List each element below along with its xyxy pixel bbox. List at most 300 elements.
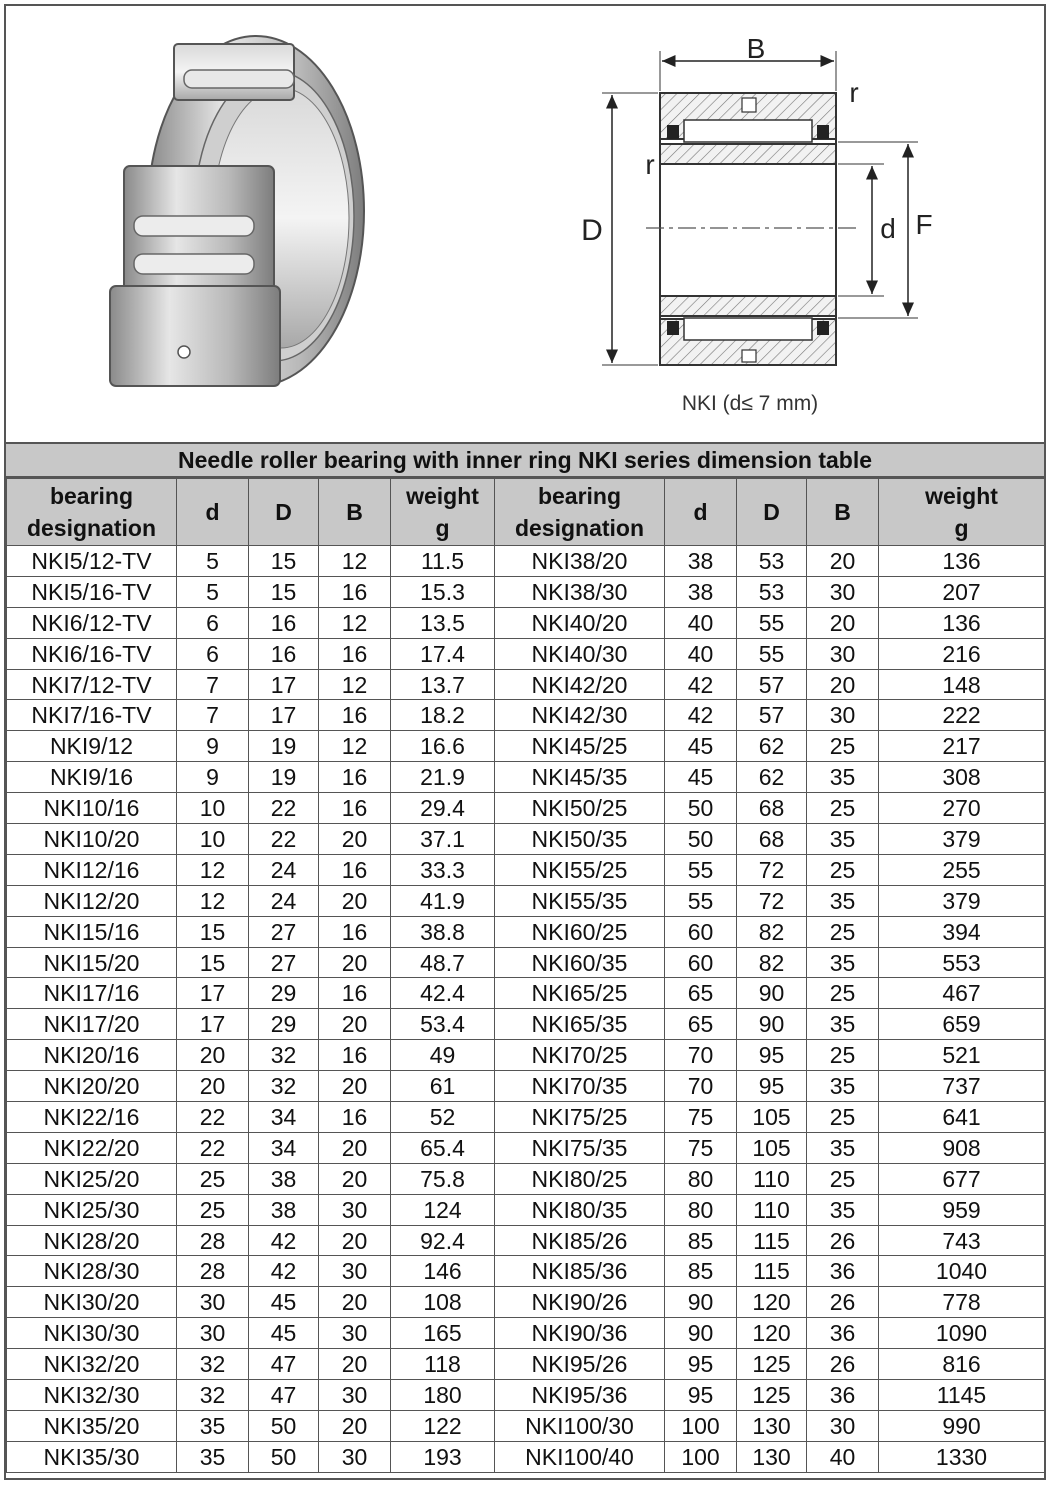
cell-designation-right: NKI55/35 xyxy=(495,885,665,916)
cell-B-right: 35 xyxy=(807,1009,879,1040)
cell-designation-left: NKI32/20 xyxy=(7,1349,177,1380)
cell-d-right: 42 xyxy=(665,669,737,700)
table-row xyxy=(7,916,1045,947)
cell-B-left: 20 xyxy=(319,1225,391,1256)
cell-B-right: 25 xyxy=(807,978,879,1009)
cell-d-left: 30 xyxy=(177,1287,249,1318)
cell-B-left: 12 xyxy=(319,669,391,700)
cell-weight-right: 216 xyxy=(879,638,1045,669)
cell-d-right: 42 xyxy=(665,700,737,731)
cell-B-right: 40 xyxy=(807,1441,879,1472)
cell-designation-right: NKI38/30 xyxy=(495,576,665,607)
cell-B-left: 20 xyxy=(319,1132,391,1163)
table-row xyxy=(7,947,1045,978)
cell-weight-right: 1040 xyxy=(879,1256,1045,1287)
cell-designation-left: NKI35/30 xyxy=(7,1441,177,1472)
cell-designation-left: NKI9/16 xyxy=(7,762,177,793)
cell-D-left: 42 xyxy=(249,1225,319,1256)
cell-D-right: 110 xyxy=(737,1194,807,1225)
cell-designation-right: NKI75/35 xyxy=(495,1132,665,1163)
cell-weight-right: 379 xyxy=(879,885,1045,916)
cell-designation-right: NKI42/30 xyxy=(495,700,665,731)
cell-B-left: 16 xyxy=(319,978,391,1009)
table-row xyxy=(7,762,1045,793)
cell-weight-right: 394 xyxy=(879,916,1045,947)
cell-B-left: 20 xyxy=(319,824,391,855)
table-row xyxy=(7,854,1045,885)
cell-D-right: 130 xyxy=(737,1410,807,1441)
cell-weight-right: 521 xyxy=(879,1040,1045,1071)
cell-B-right: 26 xyxy=(807,1225,879,1256)
cell-B-left: 16 xyxy=(319,854,391,885)
cell-D-left: 34 xyxy=(249,1102,319,1133)
cell-D-left: 38 xyxy=(249,1163,319,1194)
cell-d-right: 65 xyxy=(665,978,737,1009)
cell-B-right: 30 xyxy=(807,576,879,607)
cell-D-left: 24 xyxy=(249,854,319,885)
cell-D-left: 29 xyxy=(249,978,319,1009)
cell-weight-left: 15.3 xyxy=(391,576,495,607)
cell-D-right: 53 xyxy=(737,576,807,607)
cell-D-left: 29 xyxy=(249,1009,319,1040)
cell-weight-left: 108 xyxy=(391,1287,495,1318)
cell-D-left: 50 xyxy=(249,1441,319,1472)
cell-B-right: 26 xyxy=(807,1287,879,1318)
cell-D-right: 53 xyxy=(737,546,807,577)
cell-d-left: 17 xyxy=(177,978,249,1009)
cell-D-right: 120 xyxy=(737,1287,807,1318)
cell-B-left: 20 xyxy=(319,1287,391,1318)
table-row xyxy=(7,1256,1045,1287)
cell-designation-left: NKI9/12 xyxy=(7,731,177,762)
cell-B-left: 30 xyxy=(319,1380,391,1411)
cell-B-left: 16 xyxy=(319,793,391,824)
cell-B-right: 36 xyxy=(807,1256,879,1287)
cell-designation-right: NKI85/26 xyxy=(495,1225,665,1256)
cell-weight-left: 48.7 xyxy=(391,947,495,978)
cell-D-right: 82 xyxy=(737,916,807,947)
cell-designation-left: NKI15/20 xyxy=(7,947,177,978)
cell-D-right: 110 xyxy=(737,1163,807,1194)
cell-D-right: 72 xyxy=(737,854,807,885)
cell-d-right: 75 xyxy=(665,1132,737,1163)
cell-weight-right: 778 xyxy=(879,1287,1045,1318)
cell-weight-right: 379 xyxy=(879,824,1045,855)
cell-d-right: 80 xyxy=(665,1163,737,1194)
diagram-caption: NKI (d≤ 7 mm) xyxy=(681,392,819,415)
cell-designation-right: NKI65/25 xyxy=(495,978,665,1009)
cell-D-right: 55 xyxy=(737,607,807,638)
table-row xyxy=(7,978,1045,1009)
cell-weight-right: 136 xyxy=(879,607,1045,638)
cell-d-left: 6 xyxy=(177,638,249,669)
cell-designation-left: NKI5/12-TV xyxy=(7,546,177,577)
cell-weight-right: 467 xyxy=(879,978,1045,1009)
cell-designation-left: NKI25/30 xyxy=(7,1194,177,1225)
cell-weight-left: 13.7 xyxy=(391,669,495,700)
table-row xyxy=(7,1441,1045,1472)
cell-B-right: 35 xyxy=(807,1194,879,1225)
cell-D-left: 42 xyxy=(249,1256,319,1287)
cell-D-left: 27 xyxy=(249,947,319,978)
cell-B-left: 16 xyxy=(319,576,391,607)
cell-B-right: 20 xyxy=(807,546,879,577)
cell-D-left: 15 xyxy=(249,576,319,607)
cell-weight-right: 207 xyxy=(879,576,1045,607)
cell-designation-left: NKI22/16 xyxy=(7,1102,177,1133)
cell-d-left: 28 xyxy=(177,1225,249,1256)
table-row xyxy=(7,1225,1045,1256)
cell-B-left: 16 xyxy=(319,638,391,669)
cell-B-left: 12 xyxy=(319,731,391,762)
table-row xyxy=(7,1349,1045,1380)
cell-weight-left: 65.4 xyxy=(391,1132,495,1163)
cell-D-left: 32 xyxy=(249,1071,319,1102)
cell-B-right: 25 xyxy=(807,1163,879,1194)
cell-d-right: 40 xyxy=(665,607,737,638)
label-F: F xyxy=(915,209,933,240)
cell-designation-left: NKI17/16 xyxy=(7,978,177,1009)
cell-designation-left: NKI6/16-TV xyxy=(7,638,177,669)
cell-B-left: 20 xyxy=(319,1410,391,1441)
cell-B-left: 12 xyxy=(319,607,391,638)
cell-weight-right: 737 xyxy=(879,1071,1045,1102)
cell-weight-right: 270 xyxy=(879,793,1045,824)
cell-B-right: 26 xyxy=(807,1349,879,1380)
table-row xyxy=(7,793,1045,824)
cell-D-right: 90 xyxy=(737,978,807,1009)
cell-designation-right: NKI55/25 xyxy=(495,854,665,885)
cell-d-left: 22 xyxy=(177,1132,249,1163)
cell-weight-left: 29.4 xyxy=(391,793,495,824)
cell-d-left: 10 xyxy=(177,793,249,824)
cell-d-right: 80 xyxy=(665,1194,737,1225)
cell-d-left: 15 xyxy=(177,947,249,978)
cell-designation-right: NKI65/35 xyxy=(495,1009,665,1040)
table-row xyxy=(7,1410,1045,1441)
cell-d-right: 65 xyxy=(665,1009,737,1040)
cell-d-left: 15 xyxy=(177,916,249,947)
cell-D-left: 22 xyxy=(249,793,319,824)
cell-weight-left: 92.4 xyxy=(391,1225,495,1256)
cell-D-right: 115 xyxy=(737,1256,807,1287)
cell-designation-left: NKI20/20 xyxy=(7,1071,177,1102)
cell-designation-right: NKI100/40 xyxy=(495,1441,665,1472)
cell-B-left: 16 xyxy=(319,916,391,947)
cell-d-left: 12 xyxy=(177,854,249,885)
cell-designation-left: NKI15/16 xyxy=(7,916,177,947)
cell-d-right: 95 xyxy=(665,1349,737,1380)
cell-weight-right: 908 xyxy=(879,1132,1045,1163)
cell-designation-left: NKI17/20 xyxy=(7,1009,177,1040)
cell-d-right: 90 xyxy=(665,1287,737,1318)
cell-designation-right: NKI80/35 xyxy=(495,1194,665,1225)
cell-d-right: 40 xyxy=(665,638,737,669)
header-designation-right: bearing designation xyxy=(495,479,665,546)
cell-designation-right: NKI50/35 xyxy=(495,824,665,855)
cell-D-left: 19 xyxy=(249,731,319,762)
cell-B-right: 35 xyxy=(807,947,879,978)
label-r-inner: r xyxy=(645,149,655,180)
table-body xyxy=(7,546,1045,1473)
table-row xyxy=(7,607,1045,638)
cell-D-right: 72 xyxy=(737,885,807,916)
cell-weight-right: 148 xyxy=(879,669,1045,700)
cell-B-right: 35 xyxy=(807,762,879,793)
cell-D-left: 19 xyxy=(249,762,319,793)
cell-D-right: 125 xyxy=(737,1349,807,1380)
table-row xyxy=(7,1194,1045,1225)
header-B-left: B xyxy=(319,479,391,546)
cell-d-left: 17 xyxy=(177,1009,249,1040)
cell-B-left: 20 xyxy=(319,1349,391,1380)
cell-weight-left: 118 xyxy=(391,1349,495,1380)
table-row xyxy=(7,669,1045,700)
cell-weight-left: 21.9 xyxy=(391,762,495,793)
cell-d-left: 22 xyxy=(177,1102,249,1133)
cell-D-right: 125 xyxy=(737,1380,807,1411)
cell-d-left: 10 xyxy=(177,824,249,855)
cell-weight-right: 959 xyxy=(879,1194,1045,1225)
cell-d-left: 25 xyxy=(177,1194,249,1225)
table-row xyxy=(7,638,1045,669)
cell-weight-right: 990 xyxy=(879,1410,1045,1441)
cell-D-right: 90 xyxy=(737,1009,807,1040)
cell-d-left: 9 xyxy=(177,731,249,762)
cell-B-right: 30 xyxy=(807,638,879,669)
cell-d-left: 35 xyxy=(177,1441,249,1472)
cell-D-left: 22 xyxy=(249,824,319,855)
cell-B-left: 20 xyxy=(319,947,391,978)
cell-d-left: 20 xyxy=(177,1040,249,1071)
cell-weight-left: 193 xyxy=(391,1441,495,1472)
cell-d-right: 60 xyxy=(665,947,737,978)
cell-D-left: 16 xyxy=(249,638,319,669)
cell-designation-left: NKI20/16 xyxy=(7,1040,177,1071)
cell-B-left: 16 xyxy=(319,1040,391,1071)
cell-designation-right: NKI85/36 xyxy=(495,1256,665,1287)
cell-weight-right: 1145 xyxy=(879,1380,1045,1411)
cell-weight-right: 677 xyxy=(879,1163,1045,1194)
cell-d-right: 38 xyxy=(665,576,737,607)
cell-D-left: 45 xyxy=(249,1318,319,1349)
cell-designation-left: NKI12/16 xyxy=(7,854,177,885)
dimension-table xyxy=(6,478,1045,1473)
bearing-3d-drawing xyxy=(110,36,364,386)
cell-weight-right: 1330 xyxy=(879,1441,1045,1472)
cell-D-left: 45 xyxy=(249,1287,319,1318)
cell-d-right: 100 xyxy=(665,1441,737,1472)
cell-D-right: 115 xyxy=(737,1225,807,1256)
cell-designation-left: NKI25/20 xyxy=(7,1163,177,1194)
cell-d-right: 95 xyxy=(665,1380,737,1411)
cell-weight-right: 255 xyxy=(879,854,1045,885)
cell-d-left: 25 xyxy=(177,1163,249,1194)
cell-B-left: 30 xyxy=(319,1318,391,1349)
cell-weight-left: 146 xyxy=(391,1256,495,1287)
cell-B-left: 16 xyxy=(319,1102,391,1133)
table-row xyxy=(7,1102,1045,1133)
cell-D-left: 32 xyxy=(249,1040,319,1071)
cell-weight-right: 217 xyxy=(879,731,1045,762)
header-d-left: d xyxy=(177,479,249,546)
cell-designation-left: NKI6/12-TV xyxy=(7,607,177,638)
cell-B-left: 20 xyxy=(319,1009,391,1040)
table-row xyxy=(7,1380,1045,1411)
cell-d-right: 50 xyxy=(665,824,737,855)
table-row xyxy=(7,1287,1045,1318)
cell-weight-left: 13.5 xyxy=(391,607,495,638)
cell-d-right: 50 xyxy=(665,793,737,824)
cell-B-right: 35 xyxy=(807,1132,879,1163)
cell-D-left: 34 xyxy=(249,1132,319,1163)
cell-d-left: 28 xyxy=(177,1256,249,1287)
table-row xyxy=(7,885,1045,916)
table-header-row xyxy=(7,479,1045,546)
cell-d-right: 60 xyxy=(665,916,737,947)
cell-D-right: 68 xyxy=(737,824,807,855)
header-B-right: B xyxy=(807,479,879,546)
cell-designation-left: NKI30/20 xyxy=(7,1287,177,1318)
cell-designation-right: NKI50/25 xyxy=(495,793,665,824)
cell-d-right: 38 xyxy=(665,546,737,577)
label-r-top: r xyxy=(849,77,859,108)
cell-B-right: 25 xyxy=(807,1040,879,1071)
cell-designation-right: NKI90/26 xyxy=(495,1287,665,1318)
table-row xyxy=(7,546,1045,577)
cell-B-right: 25 xyxy=(807,1102,879,1133)
cell-D-left: 16 xyxy=(249,607,319,638)
cell-weight-right: 136 xyxy=(879,546,1045,577)
cell-D-right: 95 xyxy=(737,1071,807,1102)
cell-D-left: 24 xyxy=(249,885,319,916)
cell-designation-right: NKI60/35 xyxy=(495,947,665,978)
cell-D-right: 120 xyxy=(737,1318,807,1349)
cell-B-right: 25 xyxy=(807,731,879,762)
table-title: Needle roller bearing with inner ring NKI series dimension table xyxy=(6,442,1044,478)
cell-d-right: 55 xyxy=(665,854,737,885)
cell-B-right: 35 xyxy=(807,1071,879,1102)
cell-d-right: 55 xyxy=(665,885,737,916)
label-B: B xyxy=(746,33,766,64)
cell-designation-left: NKI22/20 xyxy=(7,1132,177,1163)
cell-d-left: 7 xyxy=(177,669,249,700)
cell-weight-right: 222 xyxy=(879,700,1045,731)
cell-weight-left: 41.9 xyxy=(391,885,495,916)
cell-d-left: 35 xyxy=(177,1410,249,1441)
cell-designation-left: NKI12/20 xyxy=(7,885,177,916)
header-D-right: D xyxy=(737,479,807,546)
cell-D-right: 105 xyxy=(737,1132,807,1163)
cell-weight-right: 743 xyxy=(879,1225,1045,1256)
cell-designation-right: NKI42/20 xyxy=(495,669,665,700)
cell-designation-right: NKI95/36 xyxy=(495,1380,665,1411)
cell-designation-left: NKI5/16-TV xyxy=(7,576,177,607)
cell-D-right: 95 xyxy=(737,1040,807,1071)
cell-d-right: 75 xyxy=(665,1102,737,1133)
cell-d-left: 5 xyxy=(177,576,249,607)
cell-B-right: 20 xyxy=(807,669,879,700)
cell-D-right: 62 xyxy=(737,731,807,762)
table-row xyxy=(7,1318,1045,1349)
table-row xyxy=(7,1040,1045,1071)
cell-weight-left: 17.4 xyxy=(391,638,495,669)
cell-D-left: 15 xyxy=(249,546,319,577)
cell-d-left: 32 xyxy=(177,1349,249,1380)
label-d: d xyxy=(880,213,896,244)
cell-designation-left: NKI32/30 xyxy=(7,1380,177,1411)
cell-d-left: 20 xyxy=(177,1071,249,1102)
document-frame xyxy=(4,4,1046,1480)
cell-B-left: 12 xyxy=(319,546,391,577)
cell-D-right: 130 xyxy=(737,1441,807,1472)
cell-weight-left: 75.8 xyxy=(391,1163,495,1194)
table-row xyxy=(7,700,1045,731)
cell-designation-left: NKI7/12-TV xyxy=(7,669,177,700)
cell-B-right: 35 xyxy=(807,885,879,916)
cell-weight-right: 641 xyxy=(879,1102,1045,1133)
cell-D-left: 17 xyxy=(249,700,319,731)
cell-weight-right: 308 xyxy=(879,762,1045,793)
cell-D-left: 17 xyxy=(249,669,319,700)
cell-designation-left: NKI35/20 xyxy=(7,1410,177,1441)
table-row xyxy=(7,1163,1045,1194)
bearing-illustration xyxy=(6,6,1044,442)
cell-d-left: 6 xyxy=(177,607,249,638)
cell-B-left: 20 xyxy=(319,1163,391,1194)
cell-B-left: 16 xyxy=(319,700,391,731)
cell-B-right: 30 xyxy=(807,700,879,731)
cell-B-right: 25 xyxy=(807,916,879,947)
cell-d-right: 85 xyxy=(665,1225,737,1256)
label-D: D xyxy=(581,214,603,247)
cell-D-right: 105 xyxy=(737,1102,807,1133)
cell-d-right: 70 xyxy=(665,1040,737,1071)
cell-designation-right: NKI90/36 xyxy=(495,1318,665,1349)
header-d-right: d xyxy=(665,479,737,546)
cell-weight-left: 165 xyxy=(391,1318,495,1349)
header-designation-left: bearing designation xyxy=(7,479,177,546)
cell-designation-right: NKI40/30 xyxy=(495,638,665,669)
cell-designation-right: NKI38/20 xyxy=(495,546,665,577)
cell-weight-left: 180 xyxy=(391,1380,495,1411)
cell-designation-right: NKI45/35 xyxy=(495,762,665,793)
cell-weight-right: 553 xyxy=(879,947,1045,978)
cell-weight-left: 49 xyxy=(391,1040,495,1071)
cell-weight-left: 33.3 xyxy=(391,854,495,885)
cell-B-right: 36 xyxy=(807,1318,879,1349)
cell-designation-right: NKI75/25 xyxy=(495,1102,665,1133)
cell-D-left: 27 xyxy=(249,916,319,947)
table-row xyxy=(7,576,1045,607)
cell-B-left: 20 xyxy=(319,885,391,916)
cell-d-right: 45 xyxy=(665,762,737,793)
cell-B-left: 16 xyxy=(319,762,391,793)
header-weight-left: weight g xyxy=(391,479,495,546)
cell-d-right: 45 xyxy=(665,731,737,762)
cell-B-right: 20 xyxy=(807,607,879,638)
header-weight-right: weight g xyxy=(879,479,1045,546)
cell-weight-left: 122 xyxy=(391,1410,495,1441)
cell-B-right: 36 xyxy=(807,1380,879,1411)
cell-designation-left: NKI28/20 xyxy=(7,1225,177,1256)
table-row xyxy=(7,1009,1045,1040)
cell-d-right: 90 xyxy=(665,1318,737,1349)
bearing-cross-section xyxy=(602,51,918,365)
cell-designation-right: NKI95/26 xyxy=(495,1349,665,1380)
cell-D-left: 50 xyxy=(249,1410,319,1441)
cell-d-left: 32 xyxy=(177,1380,249,1411)
